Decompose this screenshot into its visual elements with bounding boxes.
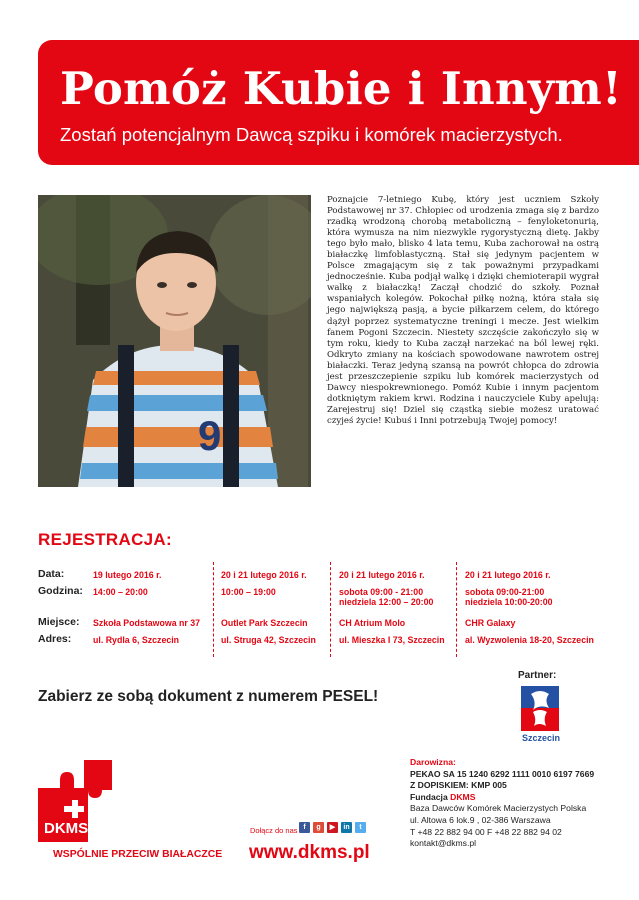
svg-text:9: 9 — [198, 412, 222, 459]
pesel-note: Zabierz ze sobą dokument z numerem PESEL! — [38, 688, 379, 705]
org-phones: T +48 22 882 94 00 F +48 22 882 94 02 — [410, 826, 562, 837]
label-hours: Godzina: — [38, 585, 83, 597]
column-divider — [330, 562, 331, 657]
foundation-prefix: Fundacja — [410, 791, 451, 802]
registration-title: REJESTRACJA: — [38, 530, 172, 549]
foundation-name: DKMS — [450, 791, 476, 802]
partner-label: Partner: — [518, 670, 557, 681]
org-address: ul. Altowa 6 lok.9 , 02-386 Warszawa — [410, 814, 551, 825]
transfer-note: Z DOPISKIEM: KMP 005 — [410, 780, 507, 791]
event-4-date: 20 i 21 lutego 2016 r. — [465, 570, 551, 580]
linkedin-icon[interactable]: in — [341, 822, 352, 833]
brand-slogan: WSPÓLNIE PRZECIW BIAŁACZCE — [53, 849, 223, 860]
org-email[interactable]: kontakt@dkms.pl — [410, 838, 477, 849]
event-4-hours-sunday: niedziela 10:00-20:00 — [465, 597, 553, 607]
column-divider — [213, 562, 214, 657]
foundation-line — [410, 792, 594, 804]
youtube-icon[interactable]: ▶ — [327, 822, 338, 833]
event-4-hours-saturday: sobota 09:00-21:00 — [465, 587, 545, 597]
story-text: Poznajcie 7-letniego Kubę, który jest uczniem Szkoły Podstawowej nr 37. Chłopiec od urodzenia zmaga się z bardzo rzadką wrodzoną chorobą metaboliczną – fenyloketonurią, która wymusza na nim niezwykle rygorystyczną dietę. Jakby tego było mało, blisko 4 lata temu, Kuba zachorował na ostrą białaczkę limfoblastyczną. Stał się jedynym pacjentem w Polsce zmagającym się z tak poważnymi przypadkami jednocześnie. Kuba podjął walkę i dzięki chemioterapii wygrał walkę z białaczką! Zaczął chodzić do szkoły. Poznał wspaniałych kolegów. Pokochał piłkę nożną, która stała się jego największą pasją, a bycie piłkarzem celem, do którego dążył poprzez systematyczne treningi i mecze. Jest wielkim fanem Pogoni Szczecin. Niestety szczęście zakończyło się w tym roku, kiedy to Kuba zaczął narzekać na ból lewej ręki. Odkryto zmiany na kościach spowodowane nawrotem ostrej białaczki. Teraz jedyną szansą na powrót chłopca do zdrowia jest przeszczepienie szpiku lub komórek macierzystych od Dawcy niespokrewnionego. Pomóż Kubie i innym pacjentom dotkniętym rakiem krwi. Rodzina i nauczyciele Kuby apelują: Zarejestruj się! Dziel się cząstką siebie możesz uratować czyjeś życie! Kubuś i Inni potrzebują Twojej pomocy! — [327, 195, 599, 426]
event-2-date: 20 i 21 lutego 2016 r. — [221, 570, 307, 580]
szczecin-logo-icon — [519, 686, 561, 731]
event-2-place: Outlet Park Szczecin — [221, 618, 308, 628]
event-1-address: ul. Rydla 6, Szczecin — [93, 635, 180, 645]
donation-heading: Darowizna: — [410, 757, 456, 767]
facebook-icon[interactable]: f — [299, 822, 310, 833]
label-place: Miejsce: — [38, 616, 80, 628]
page-subtitle: Zostań potencjalnym Dawcą szpiku i komórek macierzystych. — [60, 124, 563, 145]
dkms-logo-text: DKMS — [44, 820, 89, 837]
event-3-place: CH Atrium Molo — [339, 618, 406, 628]
event-3-hours — [339, 587, 433, 607]
event-4-address: al. Wyzwolenia 18-20, Szczecin — [465, 635, 594, 645]
header-banner — [38, 40, 639, 165]
event-3-hours-sunday: niedziela 12:00 – 20:00 — [339, 597, 434, 607]
twitter-icon[interactable]: t — [355, 822, 366, 833]
event-4-hours — [465, 587, 553, 607]
event-1-place: Szkoła Podstawowa nr 37 — [93, 618, 201, 628]
page-title: Pomóż Kubie i Innym! — [60, 62, 622, 115]
label-date: Data: — [38, 568, 65, 580]
label-address: Adres: — [38, 633, 72, 645]
event-3-address: ul. Mieszka I 73, Szczecin — [339, 635, 445, 645]
event-3-hours-saturday: sobota 09:00 - 21:00 — [339, 587, 424, 597]
event-1-date: 19 lutego 2016 r. — [93, 570, 162, 580]
org-name: Baza Dawców Komórek Macierzystych Polska — [410, 803, 587, 814]
google-plus-icon[interactable]: g — [313, 822, 324, 833]
donation-info — [410, 757, 594, 850]
event-1-hours: 14:00 – 20:00 — [93, 587, 148, 597]
event-4-place: CHR Galaxy — [465, 618, 516, 628]
bank-account: PEKAO SA 15 1240 6292 1111 0010 6197 7669 — [410, 768, 595, 779]
event-2-hours: 10:00 – 19:00 — [221, 587, 276, 597]
event-3-date: 20 i 21 lutego 2016 r. — [339, 570, 425, 580]
boy-photo — [38, 195, 311, 487]
website-link[interactable]: www.dkms.pl — [249, 842, 370, 863]
social-label: Dołącz do nas — [250, 826, 298, 835]
partner-name: Szczecin — [521, 733, 561, 743]
column-divider — [456, 562, 457, 657]
event-2-address: ul. Struga 42, Szczecin — [221, 635, 316, 645]
